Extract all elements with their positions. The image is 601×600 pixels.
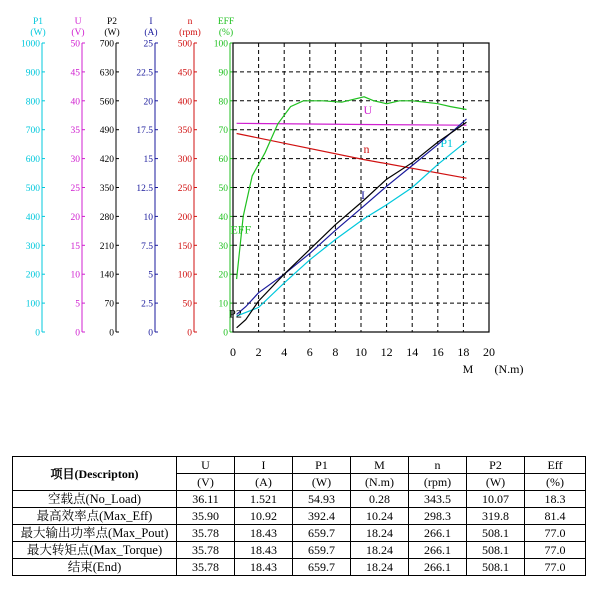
- column-unit: (N.m): [351, 474, 409, 491]
- axis-tick-label: 500: [25, 184, 40, 194]
- column-unit: (rpm): [409, 474, 467, 491]
- axis-name-n: n: [187, 17, 193, 27]
- axis-tick-label: 210: [99, 241, 114, 252]
- series-line-p1: [237, 141, 467, 316]
- row-label: 最大输出功率点(Max_Pout): [13, 525, 177, 542]
- table-cell: 18.3: [525, 491, 586, 508]
- axis-tick-label: 200: [177, 212, 192, 223]
- series-label-i: I: [361, 188, 365, 203]
- column-unit: (V): [177, 474, 235, 491]
- axis-name-p2: P2: [106, 17, 118, 27]
- row-label: 最大转矩点(Max_Torque): [13, 542, 177, 559]
- row-label: 最高效率点(Max_Eff): [13, 508, 177, 525]
- axis-tick-label: 30: [70, 155, 80, 166]
- column-name: n: [409, 457, 467, 474]
- series-label-p2: P2: [229, 306, 242, 321]
- table-cell: 659.7: [293, 525, 351, 542]
- table-cell: 266.1: [409, 559, 467, 576]
- axis-tick-label: 15: [143, 155, 153, 166]
- axis-tick-label: 300: [177, 155, 192, 166]
- table-cell: 1.521: [235, 491, 293, 508]
- axis-tick-label: 70: [218, 126, 228, 137]
- axis-tick-label: 350: [99, 184, 114, 194]
- axis-tick-label: 25: [70, 184, 80, 194]
- row-label: 空载点(No_Load): [13, 491, 177, 508]
- axis-unit-n: (rpm): [179, 28, 201, 38]
- table-cell: 18.24: [351, 559, 409, 576]
- table-row: [13, 491, 586, 508]
- table-cell: 266.1: [409, 542, 467, 559]
- table-cell: 77.0: [525, 559, 586, 576]
- table-cell: 10.24: [351, 508, 409, 525]
- series-line-p2: [237, 122, 467, 328]
- series-label-n: n: [363, 141, 370, 156]
- axis-tick-label: 280: [99, 212, 114, 223]
- axis-tick-label: 300: [25, 241, 40, 252]
- x-tick-label: 10: [355, 345, 367, 359]
- x-tick-label: 18: [457, 345, 470, 359]
- vertical-axes: [21, 17, 234, 339]
- axis-tick-label: 100: [177, 270, 192, 281]
- table-cell: 18.24: [351, 525, 409, 542]
- axis-unit-i: (A): [144, 28, 158, 38]
- series-line-u: [237, 123, 467, 125]
- x-tick-label: 2: [255, 345, 262, 359]
- axis-tick-label: 700: [25, 126, 40, 137]
- axis-name-i: I: [149, 17, 153, 27]
- axis-tick-label: 560: [99, 97, 114, 108]
- series-label-u: U: [363, 102, 373, 117]
- x-axis: [230, 345, 524, 376]
- axis-tick-label: 100: [213, 39, 228, 50]
- x-tick-label: 0: [230, 345, 236, 359]
- column-unit: (W): [293, 474, 351, 491]
- table-row: [13, 525, 586, 542]
- column-unit: (A): [235, 474, 293, 491]
- table-cell: 659.7: [293, 542, 351, 559]
- axis-tick-label: 10: [143, 212, 153, 223]
- axis-tick-label: 900: [25, 68, 40, 79]
- table-cell: 81.4: [525, 508, 586, 525]
- axis-tick-label: 450: [177, 68, 192, 79]
- axis-tick-label: 22.5: [136, 68, 153, 79]
- column-unit: (W): [467, 474, 525, 491]
- series-lines: [229, 97, 466, 328]
- table-cell: 343.5: [409, 491, 467, 508]
- axis-tick-label: 490: [99, 126, 114, 137]
- axis-tick-label: 500: [177, 39, 192, 50]
- table-cell: 392.4: [293, 508, 351, 525]
- axis-tick-label: 50: [182, 299, 192, 310]
- table-row: [13, 559, 586, 576]
- x-tick-label: 14: [406, 345, 419, 359]
- table-cell: 319.8: [467, 508, 525, 525]
- table-cell: 508.1: [467, 559, 525, 576]
- axis-tick-label: 0: [75, 328, 80, 339]
- axis-tick-label: 35: [70, 126, 80, 137]
- column-name: P2: [467, 457, 525, 474]
- x-tick-label: 20: [483, 345, 495, 359]
- axis-tick-label: 2.5: [141, 299, 153, 310]
- axis-tick-label: 0: [187, 328, 192, 339]
- axis-tick-label: 420: [99, 155, 114, 166]
- axis-unit-eff: (%): [218, 28, 234, 38]
- table-cell: 508.1: [467, 525, 525, 542]
- axis-tick-label: 20: [143, 97, 153, 108]
- table-cell: 18.24: [351, 542, 409, 559]
- axis-tick-label: 400: [25, 212, 40, 223]
- axis-tick-label: 7.5: [141, 241, 153, 252]
- axis-tick-label: 50: [218, 184, 228, 194]
- axis-tick-label: 700: [99, 39, 114, 50]
- axis-tick-label: 100: [25, 299, 40, 310]
- axis-tick-label: 90: [218, 68, 228, 79]
- table-row: [13, 542, 586, 559]
- table-cell: 298.3: [409, 508, 467, 525]
- table-cell: 18.43: [235, 542, 293, 559]
- row-label: 结束(End): [13, 559, 177, 576]
- series-label-p1: P1: [440, 136, 454, 151]
- axis-tick-label: 5: [148, 270, 153, 281]
- axis-tick-label: 5: [75, 299, 80, 310]
- x-tick-label: 8: [332, 345, 339, 359]
- table-cell: 508.1: [467, 542, 525, 559]
- axis-unit-u: (V): [71, 28, 85, 38]
- performance-table: [12, 456, 586, 576]
- axis-tick-label: 200: [25, 270, 40, 281]
- axis-tick-label: 50: [70, 39, 80, 50]
- x-tick-label: 4: [281, 345, 288, 359]
- column-name: M: [351, 457, 409, 474]
- axis-tick-label: 350: [177, 126, 192, 137]
- table-header-row: [13, 457, 586, 474]
- axis-tick-label: 15: [70, 241, 80, 252]
- axis-tick-label: 40: [218, 212, 228, 223]
- table-cell: 266.1: [409, 525, 467, 542]
- table-cell: 35.90: [177, 508, 235, 525]
- axis-tick-label: 630: [99, 68, 114, 79]
- axis-tick-label: 70: [104, 299, 114, 310]
- table-cell: 35.78: [177, 559, 235, 576]
- series-label-eff: EFF: [230, 222, 252, 237]
- axis-tick-label: 600: [25, 155, 40, 166]
- axis-tick-label: 20: [70, 212, 80, 223]
- header-item-cell: 项目(Descripton): [13, 457, 177, 491]
- axis-tick-label: 17.5: [136, 126, 153, 137]
- column-unit: (%): [525, 474, 586, 491]
- axis-tick-label: 250: [177, 184, 192, 194]
- axis-tick-label: 800: [25, 97, 40, 108]
- column-name: U: [177, 457, 235, 474]
- axis-tick-label: 25: [143, 39, 153, 50]
- table-cell: 659.7: [293, 559, 351, 576]
- x-axis-label: M: [462, 362, 474, 376]
- axis-tick-label: 0: [109, 328, 114, 339]
- axis-tick-label: 10: [218, 299, 228, 310]
- table-cell: 10.07: [467, 491, 525, 508]
- axis-tick-label: 30: [218, 241, 228, 252]
- axis-name-eff: EFF: [217, 17, 235, 27]
- axis-tick-label: 0: [223, 328, 228, 339]
- axis-unit-p1: (W): [30, 28, 46, 38]
- axis-tick-label: 20: [218, 270, 228, 281]
- column-name: Eff: [525, 457, 586, 474]
- table-cell: 18.43: [235, 559, 293, 576]
- x-tick-label: 12: [380, 345, 393, 359]
- axis-name-u: U: [74, 17, 82, 27]
- axis-tick-label: 80: [218, 97, 228, 108]
- table-cell: 35.78: [177, 542, 235, 559]
- axis-tick-label: 10: [70, 270, 80, 281]
- axis-tick-label: 140: [99, 270, 114, 281]
- x-tick-label: 16: [431, 345, 444, 359]
- axis-unit-p2: (W): [104, 28, 120, 38]
- axis-tick-label: 0: [35, 328, 40, 339]
- axis-name-p1: P1: [32, 17, 44, 27]
- column-name: I: [235, 457, 293, 474]
- x-tick-label: 6: [306, 345, 313, 359]
- table-row: [13, 508, 586, 525]
- table-cell: 54.93: [293, 491, 351, 508]
- table-cell: 77.0: [525, 525, 586, 542]
- axis-tick-label: 45: [70, 68, 80, 79]
- table-cell: 18.43: [235, 525, 293, 542]
- axis-tick-label: 150: [177, 241, 192, 252]
- axis-tick-label: 12.5: [136, 184, 153, 194]
- table-cell: 10.92: [235, 508, 293, 525]
- column-name: P1: [293, 457, 351, 474]
- axis-tick-label: 60: [218, 155, 228, 166]
- axis-tick-label: 400: [177, 97, 192, 108]
- table-cell: 77.0: [525, 542, 586, 559]
- axis-tick-label: 40: [70, 97, 80, 108]
- x-axis-unit: (N.m): [494, 362, 524, 376]
- axis-tick-label: 0: [148, 328, 153, 339]
- table-cell: 0.28: [351, 491, 409, 508]
- table-cell: 36.11: [177, 491, 235, 508]
- axis-tick-label: 1000: [21, 39, 40, 50]
- table-cell: 35.78: [177, 525, 235, 542]
